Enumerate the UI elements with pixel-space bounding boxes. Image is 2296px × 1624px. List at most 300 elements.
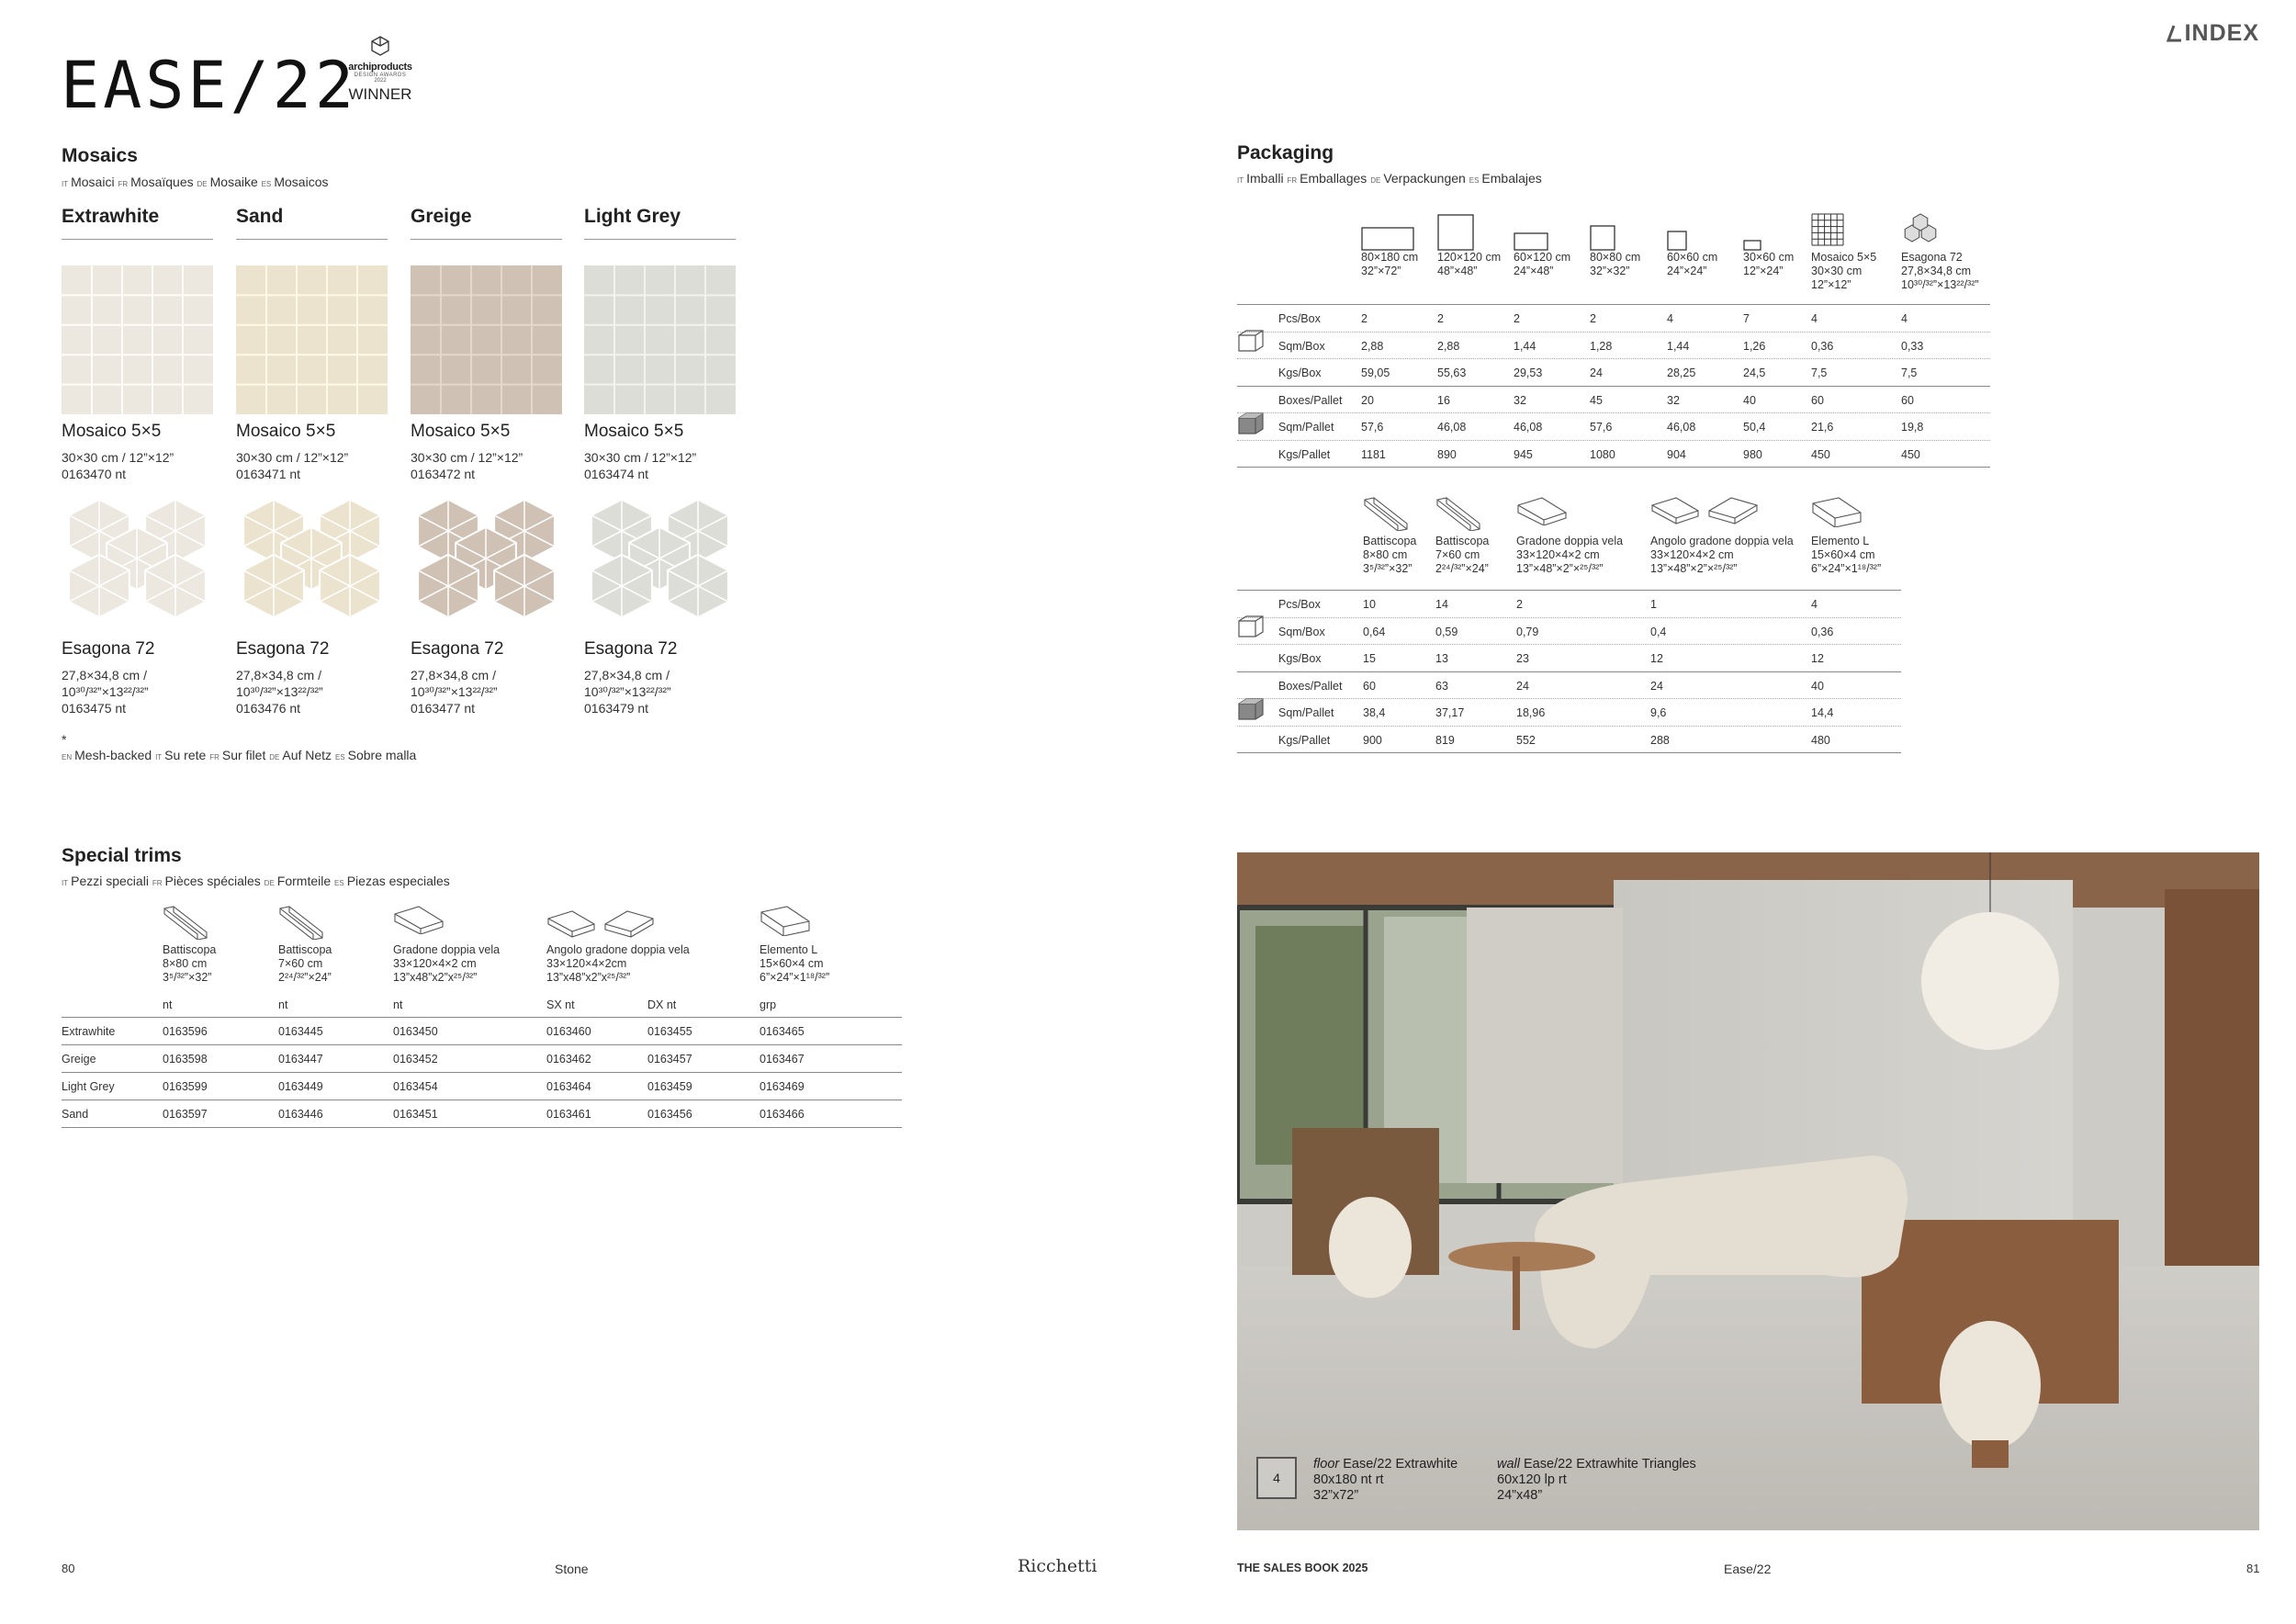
- trim-name: Angolo gradone doppia vela: [546, 943, 690, 956]
- cell-value: 2: [1590, 312, 1596, 325]
- color-name-2: Greige: [411, 206, 562, 240]
- trim-code: 0163459: [647, 1080, 692, 1093]
- footer-section-right: Ease/22: [1724, 1562, 1772, 1576]
- trim-size: 8×80 cm: [163, 957, 208, 970]
- award-badge: [343, 35, 417, 104]
- cell-value: 450: [1811, 447, 1830, 461]
- cell-value: 32: [1667, 393, 1680, 407]
- row-label: Sqm/Box: [1278, 339, 1325, 353]
- pack-col-inch: 32”×72”: [1361, 265, 1401, 277]
- cell-value: 40: [1811, 679, 1824, 693]
- table-row: [1237, 387, 1990, 414]
- cell-value: 0,79: [1516, 625, 1539, 638]
- cell-value: 0,4: [1650, 625, 1667, 638]
- tile-format-icon: [1743, 240, 1761, 251]
- esagona-size: 27,8×34,8 cm /: [62, 668, 148, 682]
- packaging-table1: [1237, 304, 1990, 468]
- cell-value: 14: [1435, 598, 1448, 611]
- trim-inch: 6”×24”×1¹⁸/³²”: [760, 971, 830, 984]
- trim-code: 0163457: [647, 1053, 692, 1066]
- trim-icon-pack-3: [1650, 496, 1761, 527]
- trim-icon-0: [163, 905, 208, 940]
- trim-code: 0163454: [393, 1080, 438, 1093]
- cell-value: 900: [1363, 733, 1382, 747]
- cell-value: 32: [1514, 393, 1526, 407]
- mosaico-size: 30×30 cm / 12”×12”: [411, 450, 523, 465]
- pack-col-inch: 2²⁴/³²”×24”: [1435, 562, 1489, 575]
- cell-value: 2: [1361, 312, 1367, 325]
- trim-subheader: DX nt: [647, 998, 677, 1011]
- trim-icon-4: [760, 905, 811, 936]
- mesh-asterisk: *: [62, 732, 67, 747]
- row-color-name: Sand: [62, 1108, 89, 1121]
- mosaico-tile-swatch: [236, 265, 388, 414]
- mosaico-tile-swatch: [584, 265, 736, 414]
- footer-book: THE SALES BOOK 2025: [1237, 1562, 1368, 1574]
- trim-subheader: SX nt: [546, 998, 575, 1011]
- pack-col-inch: 3⁵/³²”×32”: [1363, 562, 1412, 575]
- cell-value: 13: [1435, 652, 1448, 665]
- cell-value: 24: [1590, 367, 1603, 379]
- trim-icon-pack-2: [1516, 496, 1568, 525]
- mosaico-details: [236, 449, 348, 482]
- pack-col-inch: 48”×48”: [1437, 265, 1478, 277]
- row-color-name: Extrawhite: [62, 1025, 116, 1038]
- pack-col-size: 27,8×34,8 cm: [1901, 265, 1972, 277]
- esagona-details: [62, 667, 149, 716]
- trim-code: 0163598: [163, 1053, 208, 1066]
- pack-col-inch: 32”×32”: [1590, 265, 1630, 277]
- trim-subheader: nt: [393, 998, 403, 1011]
- index-label: INDEX: [2184, 20, 2259, 46]
- table-row: [1237, 645, 1901, 672]
- trim-header-2: [393, 943, 500, 985]
- esagona-code: 0163477 nt: [411, 701, 476, 716]
- special-trims-title: Special trims: [62, 845, 182, 866]
- esagona-size-inch: 10³⁰/³²”×13²²/³²”: [584, 684, 671, 699]
- mosaico-name: Mosaico 5×5: [584, 422, 684, 441]
- mosaico-code: 0163472 nt: [411, 467, 476, 481]
- esagona-size: 27,8×34,8 cm /: [411, 668, 497, 682]
- cell-value: 50,4: [1743, 421, 1766, 434]
- pack-col-header: [1590, 251, 1640, 278]
- table-row: [62, 1073, 902, 1100]
- row-label: Sqm/Pallet: [1278, 421, 1334, 434]
- cell-value: 18,96: [1516, 706, 1546, 719]
- pack-col-inch: 6”×24”×1¹⁸/³²”: [1811, 562, 1882, 575]
- trim-header-1: [278, 943, 332, 985]
- pack-col-name: Mosaico 5×5: [1811, 251, 1877, 264]
- pallet-icon: [1237, 412, 1265, 435]
- pack-col-size: 60×120 cm: [1514, 251, 1571, 264]
- cell-value: 28,25: [1667, 367, 1696, 379]
- trim-code: 0163452: [393, 1053, 438, 1066]
- esagona-size-inch: 10³⁰/³²”×13²²/³²”: [411, 684, 498, 699]
- cell-value: 4: [1811, 312, 1818, 325]
- trim-name: Battiscopa: [163, 943, 217, 956]
- cell-value: 1181: [1361, 447, 1386, 461]
- cell-value: 0,64: [1363, 625, 1386, 638]
- esagona-tile-swatch: [236, 496, 388, 620]
- box-icon: [1237, 615, 1265, 638]
- cell-value: 23: [1516, 652, 1529, 665]
- color-name-1: Sand: [236, 206, 388, 240]
- trim-subheader: grp: [760, 998, 777, 1011]
- interior-photo: [1237, 852, 2259, 1530]
- pack-col-inch: 13”×48”×2”×²⁵/³²”: [1650, 562, 1738, 575]
- packaging-table2: [1237, 590, 1901, 753]
- esagona-code: 0163476 nt: [236, 701, 301, 716]
- cell-value: 1,26: [1743, 339, 1766, 353]
- trim-inch: 13”x48”x2”x²⁵/³²”: [393, 971, 478, 984]
- pack-col-header: [1743, 251, 1794, 278]
- table-row: [1237, 413, 1990, 441]
- cell-value: 1: [1650, 598, 1657, 611]
- trim-code: 0163447: [278, 1053, 323, 1066]
- table-row: [1237, 618, 1901, 646]
- award-brand: archiproducts: [348, 62, 412, 73]
- cell-value: 24: [1650, 679, 1663, 693]
- cell-value: 890: [1437, 447, 1457, 461]
- cell-value: 24: [1516, 679, 1529, 693]
- esagona-code: 0163479 nt: [584, 701, 649, 716]
- table-row: [62, 1018, 902, 1045]
- cell-value: 60: [1363, 679, 1376, 693]
- mosaico-name: Mosaico 5×5: [236, 422, 336, 441]
- table-row: [1237, 591, 1901, 618]
- cell-value: 450: [1901, 447, 1920, 461]
- pack-col-header: [1437, 251, 1501, 278]
- color-name-3: Light Grey: [584, 206, 736, 240]
- cell-value: 40: [1743, 393, 1756, 407]
- trim-inch: 2²⁴/³²”×24”: [278, 971, 332, 984]
- trim-code: 0163469: [760, 1080, 805, 1093]
- table-row: [62, 1100, 902, 1128]
- photo-number: 4: [1256, 1457, 1297, 1499]
- tile-format-icon: [1437, 214, 1474, 251]
- cell-value: 21,6: [1811, 421, 1834, 434]
- tile-format-icon: [1514, 232, 1548, 251]
- pack-col-size: 33×120×4×2 cm: [1516, 548, 1600, 561]
- cell-value: 0,36: [1811, 339, 1834, 353]
- hexagon-icon: [1901, 213, 1941, 246]
- table-row: [62, 1045, 902, 1073]
- pack-col-inch: 12”×24”: [1743, 265, 1784, 277]
- table-row: [1237, 699, 1901, 727]
- esagona-name: Esagona 72: [411, 639, 504, 659]
- row-label: Boxes/Pallet: [1278, 393, 1343, 407]
- trim-code: 0163596: [163, 1025, 208, 1038]
- page-number-left: 80: [62, 1562, 75, 1575]
- cell-value: 55,63: [1437, 367, 1467, 379]
- cell-value: 57,6: [1361, 421, 1384, 434]
- pack-col-size: 33×120×4×2 cm: [1650, 548, 1734, 561]
- trim-size: 33×120×4×2cm: [546, 957, 627, 970]
- photo-caption-wall: wall Ease/22 Extrawhite Triangles 60x120 lp rt 24”x48”: [1497, 1457, 1696, 1503]
- row-label: Kgs/Box: [1278, 652, 1322, 665]
- cell-value: 59,05: [1361, 367, 1390, 379]
- pack-col-size: 30×60 cm: [1743, 251, 1795, 264]
- index-arrow-icon: [2167, 24, 2183, 44]
- pack-col-size: 15×60×4 cm: [1811, 548, 1875, 561]
- trim-subheader: nt: [163, 998, 173, 1011]
- cell-value: 37,17: [1435, 706, 1465, 719]
- mosaico-code: 0163471 nt: [236, 467, 301, 481]
- page-number-right: 81: [2246, 1562, 2260, 1575]
- row-label: Boxes/Pallet: [1278, 679, 1343, 693]
- box-icon: [1237, 329, 1265, 353]
- mosaico-code: 0163470 nt: [62, 467, 127, 481]
- special-trims-translations: IT Pezzi speciali FR Pièces spéciales DE Formteile ES Piezas especiales: [62, 874, 450, 888]
- pack-col-header: [1516, 535, 1623, 576]
- mosaico-details: [584, 449, 696, 482]
- row-label: Kgs/Box: [1278, 367, 1322, 379]
- pack-col-header: [1361, 251, 1418, 278]
- trim-code: 0163467: [760, 1053, 805, 1066]
- pack-col-header: [1811, 251, 1876, 292]
- esagona-tile-swatch: [411, 496, 562, 620]
- esagona-size-inch: 10³⁰/³²”×13²²/³²”: [62, 684, 149, 699]
- cell-value: 0,59: [1435, 625, 1458, 638]
- trim-size: 7×60 cm: [278, 957, 323, 970]
- cell-value: 0,36: [1811, 625, 1834, 638]
- trim-icon-2: [393, 905, 445, 934]
- page-title: EASE/22: [61, 48, 358, 123]
- cell-value: 12: [1811, 652, 1824, 665]
- esagona-details: [236, 667, 323, 716]
- trim-code: 0163462: [546, 1053, 591, 1066]
- pack-col-name: Elemento L: [1811, 535, 1870, 547]
- trim-name: Elemento L: [760, 943, 818, 956]
- cell-value: 12: [1650, 652, 1663, 665]
- trim-code: 0163455: [647, 1025, 692, 1038]
- row-color-name: Light Grey: [62, 1080, 115, 1093]
- mosaico-size: 30×30 cm / 12”×12”: [584, 450, 697, 465]
- esagona-details: [584, 667, 671, 716]
- mosaico-tile-swatch: [411, 265, 562, 414]
- cell-value: 480: [1811, 733, 1830, 747]
- pack-col-header: [1514, 251, 1570, 278]
- esagona-size: 27,8×34,8 cm /: [236, 668, 322, 682]
- mosaic-grid-icon: [1811, 213, 1844, 246]
- trim-code: 0163449: [278, 1080, 323, 1093]
- award-cube-icon: [369, 35, 391, 57]
- row-label: Kgs/Pallet: [1278, 447, 1331, 461]
- pack-col-header: [1811, 535, 1881, 576]
- cell-value: 19,8: [1901, 421, 1924, 434]
- cell-value: 46,08: [1437, 421, 1467, 434]
- index-link[interactable]: [2167, 20, 2259, 47]
- cell-value: 1080: [1590, 447, 1615, 461]
- pack-col-inch: 24”×24”: [1667, 265, 1707, 277]
- esagona-tile-swatch: [584, 496, 736, 620]
- footer-brand: Ricchetti: [1018, 1556, 1097, 1576]
- pack-col-name: Gradone doppia vela: [1516, 535, 1624, 547]
- row-label: Pcs/Box: [1278, 312, 1321, 325]
- mosaics-translations: IT Mosaici FR Mosaïques DE Mosaike ES Mosaicos: [62, 175, 329, 189]
- pack-col-size: 30×30 cm: [1811, 265, 1863, 277]
- esagona-size-inch: 10³⁰/³²”×13²²/³²”: [236, 684, 323, 699]
- trim-name: Gradone doppia vela: [393, 943, 501, 956]
- cell-value: 38,4: [1363, 706, 1386, 719]
- cell-value: 60: [1901, 393, 1914, 407]
- pack-col-header: [1435, 535, 1489, 576]
- pack-col-size: 8×80 cm: [1363, 548, 1408, 561]
- award-year: 2022: [374, 78, 387, 84]
- trim-size: 33×120×4×2 cm: [393, 957, 477, 970]
- tile-format-icon: [1667, 231, 1687, 251]
- cell-value: 2: [1437, 312, 1444, 325]
- packaging-translations: IT Imballi FR Emballages DE Verpackungen ES Embalajes: [1237, 171, 1542, 186]
- esagona-tile-swatch: [62, 496, 213, 620]
- trim-code: 0163599: [163, 1080, 208, 1093]
- cell-value: 20: [1361, 393, 1374, 407]
- cell-value: 2: [1516, 598, 1523, 611]
- row-label: Sqm/Pallet: [1278, 706, 1334, 719]
- tile-format-icon: [1361, 227, 1414, 251]
- trim-code: 0163451: [393, 1108, 438, 1121]
- trim-icon-3: [546, 909, 657, 941]
- pack-col-inch: 24”×48”: [1514, 265, 1554, 277]
- trim-size: 15×60×4 cm: [760, 957, 824, 970]
- trim-header-4: [760, 943, 829, 985]
- trim-code: 0163464: [546, 1080, 591, 1093]
- cell-value: 1,44: [1667, 339, 1690, 353]
- photo-caption-floor: floor Ease/22 Extrawhite 80x180 nt rt 32”x72”: [1313, 1457, 1458, 1503]
- mosaico-name: Mosaico 5×5: [411, 422, 511, 441]
- cell-value: 904: [1667, 447, 1686, 461]
- mosaico-tile-swatch: [62, 265, 213, 414]
- pack-col-header: [1901, 251, 1979, 292]
- esagona-name: Esagona 72: [584, 639, 678, 659]
- trim-code: 0163446: [278, 1108, 323, 1121]
- trim-icon-pack-4: [1811, 496, 1863, 527]
- cell-value: 945: [1514, 447, 1533, 461]
- cell-value: 4: [1901, 312, 1908, 325]
- mosaico-details: [411, 449, 523, 482]
- cell-value: 45: [1590, 393, 1603, 407]
- cell-value: 16: [1437, 393, 1450, 407]
- trim-subheader: nt: [278, 998, 288, 1011]
- cell-value: 24,5: [1743, 367, 1766, 379]
- trim-inch: 13”x48”x2”x²⁵/³²”: [546, 971, 631, 984]
- pack-col-size: 120×120 cm: [1437, 251, 1502, 264]
- cell-value: 46,08: [1667, 421, 1696, 434]
- cell-value: 980: [1743, 447, 1762, 461]
- table-row: [1237, 333, 1990, 360]
- trim-code: 0163450: [393, 1025, 438, 1038]
- mosaics-title: Mosaics: [62, 145, 138, 166]
- cell-value: 288: [1650, 733, 1670, 747]
- cell-value: 60: [1811, 393, 1824, 407]
- cell-value: 46,08: [1514, 421, 1543, 434]
- cell-value: 7,5: [1901, 367, 1918, 379]
- cell-value: 7: [1743, 312, 1750, 325]
- pack-col-name: Angolo gradone doppia vela: [1650, 535, 1794, 547]
- pack-col-header: [1667, 251, 1717, 278]
- cell-value: 1,28: [1590, 339, 1613, 353]
- cell-value: 4: [1811, 598, 1818, 611]
- cell-value: 9,6: [1650, 706, 1667, 719]
- trim-code: 0163597: [163, 1108, 208, 1121]
- mosaico-details: [62, 449, 174, 482]
- mosaico-size: 30×30 cm / 12”×12”: [236, 450, 349, 465]
- pack-col-name: Esagona 72: [1901, 251, 1963, 264]
- mosaico-code: 0163474 nt: [584, 467, 649, 481]
- pack-col-size: 7×60 cm: [1435, 548, 1480, 561]
- cell-value: 4: [1667, 312, 1673, 325]
- table-row: [1237, 672, 1901, 700]
- table-row: [1237, 441, 1990, 468]
- special-trims-table: [62, 1017, 902, 1128]
- trim-icon-pack-0: [1363, 496, 1409, 531]
- trim-code: 0163461: [546, 1108, 591, 1121]
- row-label: Sqm/Box: [1278, 625, 1325, 638]
- trim-header-3: [546, 943, 690, 985]
- table-row: [1237, 305, 1990, 333]
- trim-code: 0163445: [278, 1025, 323, 1038]
- award-result: WINNER: [348, 85, 412, 103]
- pack-col-inch: 10³⁰/³²”×13²²/³²”: [1901, 278, 1979, 291]
- mosaico-name: Mosaico 5×5: [62, 422, 162, 441]
- row-label: Pcs/Box: [1278, 598, 1321, 611]
- mosaico-size: 30×30 cm / 12”×12”: [62, 450, 174, 465]
- pack-col-header: [1650, 535, 1794, 576]
- cell-value: 63: [1435, 679, 1448, 693]
- esagona-code: 0163475 nt: [62, 701, 127, 716]
- cell-value: 29,53: [1514, 367, 1543, 379]
- pallet-icon: [1237, 697, 1265, 721]
- cell-value: 57,6: [1590, 421, 1613, 434]
- pack-col-header: [1363, 535, 1416, 576]
- mesh-note: EN Mesh-backed IT Su rete FR Sur filet DE Auf Netz ES Sobre malla: [62, 748, 417, 762]
- packaging-title: Packaging: [1237, 142, 1334, 164]
- color-name-0: Extrawhite: [62, 206, 213, 240]
- cell-value: 15: [1363, 652, 1376, 665]
- row-color-name: Greige: [62, 1053, 96, 1066]
- trim-code: 0163465: [760, 1025, 805, 1038]
- esagona-name: Esagona 72: [62, 639, 155, 659]
- pack-col-inch: 13”×48”×2”×²⁵/³²”: [1516, 562, 1604, 575]
- footer-section-left: Stone: [555, 1562, 589, 1576]
- tile-format-icon: [1590, 225, 1615, 251]
- cell-value: 2,88: [1361, 339, 1384, 353]
- esagona-details: [411, 667, 498, 716]
- esagona-size: 27,8×34,8 cm /: [584, 668, 670, 682]
- trim-inch: 3⁵/³²”×32”: [163, 971, 212, 984]
- pack-col-size: 80×180 cm: [1361, 251, 1419, 264]
- cell-value: 7,5: [1811, 367, 1828, 379]
- cell-value: 14,4: [1811, 706, 1834, 719]
- cell-value: 10: [1363, 598, 1376, 611]
- pack-col-size: 80×80 cm: [1590, 251, 1641, 264]
- cell-value: 552: [1516, 733, 1536, 747]
- trim-icon-1: [278, 905, 324, 940]
- trim-code: 0163466: [760, 1108, 805, 1121]
- award-line: DESIGN AWARDS: [354, 73, 407, 78]
- pack-col-name: Battiscopa: [1435, 535, 1490, 547]
- interior-photo-illustration: [1237, 852, 2259, 1530]
- trim-name: Battiscopa: [278, 943, 332, 956]
- row-label: Kgs/Pallet: [1278, 733, 1331, 747]
- trim-code: 0163460: [546, 1025, 591, 1038]
- esagona-name: Esagona 72: [236, 639, 330, 659]
- pack-col-name: Battiscopa: [1363, 535, 1417, 547]
- cell-value: 819: [1435, 733, 1455, 747]
- trim-icon-pack-1: [1435, 496, 1481, 531]
- trim-header-0: [163, 943, 216, 985]
- cell-value: 0,33: [1901, 339, 1924, 353]
